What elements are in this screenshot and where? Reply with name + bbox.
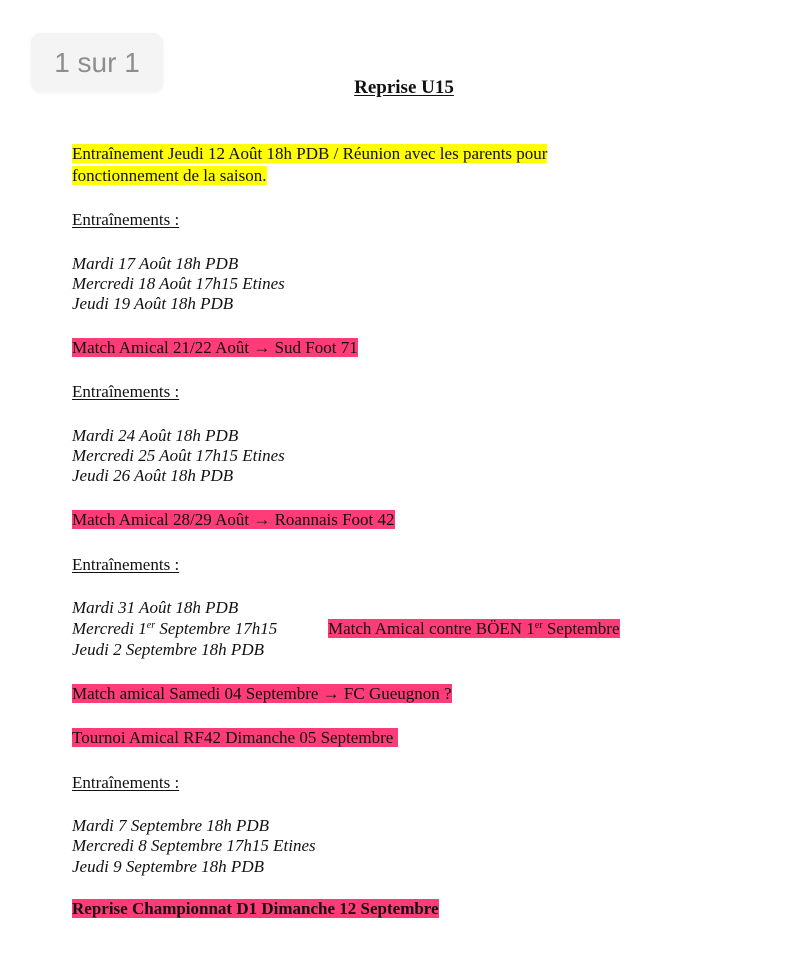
training-session: Mardi 31 Août 18h PDB [72, 598, 239, 617]
page-indicator-badge: 1 sur 1 [31, 33, 163, 92]
side-match-text: Match Amical contre BÖEN 1 [328, 619, 535, 638]
training-session [72, 619, 277, 639]
intro-line [72, 166, 267, 186]
side-friendly-match [328, 619, 620, 638]
match-line [72, 684, 452, 704]
training-session: Jeudi 26 Août 18h PDB [72, 466, 234, 485]
session-text: Septembre 17h15 [155, 619, 278, 638]
side-match-line [328, 619, 620, 639]
section-heading-trainings: Entraînements : [72, 555, 180, 574]
championship-restart: Reprise Championnat D1 Dimanche 12 Septembre [72, 899, 439, 918]
training-session: Mardi 24 Août 18h PDB [72, 426, 239, 445]
intro-line [72, 144, 547, 164]
friendly-match: Match amical Samedi 04 Septembre → FC Gueugnon ? [72, 684, 452, 703]
side-match-text: Septembre [542, 619, 620, 638]
training-session: Mercredi 8 Septembre 17h15 Etines [72, 836, 316, 855]
training-session: Jeudi 19 Août 18h PDB [72, 294, 234, 313]
tournament-line [72, 728, 398, 748]
training-session: Mercredi 18 Août 17h15 Etines [72, 274, 285, 293]
session-text: Mercredi 1 [72, 619, 147, 638]
training-session: Mardi 7 Septembre 18h PDB [72, 816, 270, 835]
section-heading-trainings: Entraînements : [72, 773, 180, 792]
ordinal-suffix: er [146, 620, 156, 631]
training-session: Mardi 17 Août 18h PDB [72, 254, 239, 273]
intro-text-2: fonctionnement de la saison. [72, 166, 267, 185]
friendly-match: Match Amical 28/29 Août → Roannais Foot 42 [72, 510, 395, 529]
friendly-match: Match Amical 21/22 Août → Sud Foot 71 [72, 338, 358, 357]
training-session: Jeudi 2 Septembre 18h PDB [72, 640, 264, 659]
training-session: Mercredi 25 Août 17h15 Etines [72, 446, 285, 465]
friendly-tournament: Tournoi Amical RF42 Dimanche 05 Septembre [72, 728, 398, 747]
match-line [72, 338, 358, 358]
section-heading-trainings: Entraînements : [72, 210, 180, 229]
intro-text-1: Entraînement Jeudi 12 Août 18h PDB / Réunion avec les parents pour [72, 144, 548, 163]
section-heading-trainings: Entraînements : [72, 382, 180, 401]
match-line [72, 510, 395, 530]
ordinal-suffix: er [534, 620, 543, 631]
championship-line [72, 899, 439, 919]
document-title: Reprise U15 [354, 77, 454, 98]
training-session: Jeudi 9 Septembre 18h PDB [72, 857, 264, 876]
